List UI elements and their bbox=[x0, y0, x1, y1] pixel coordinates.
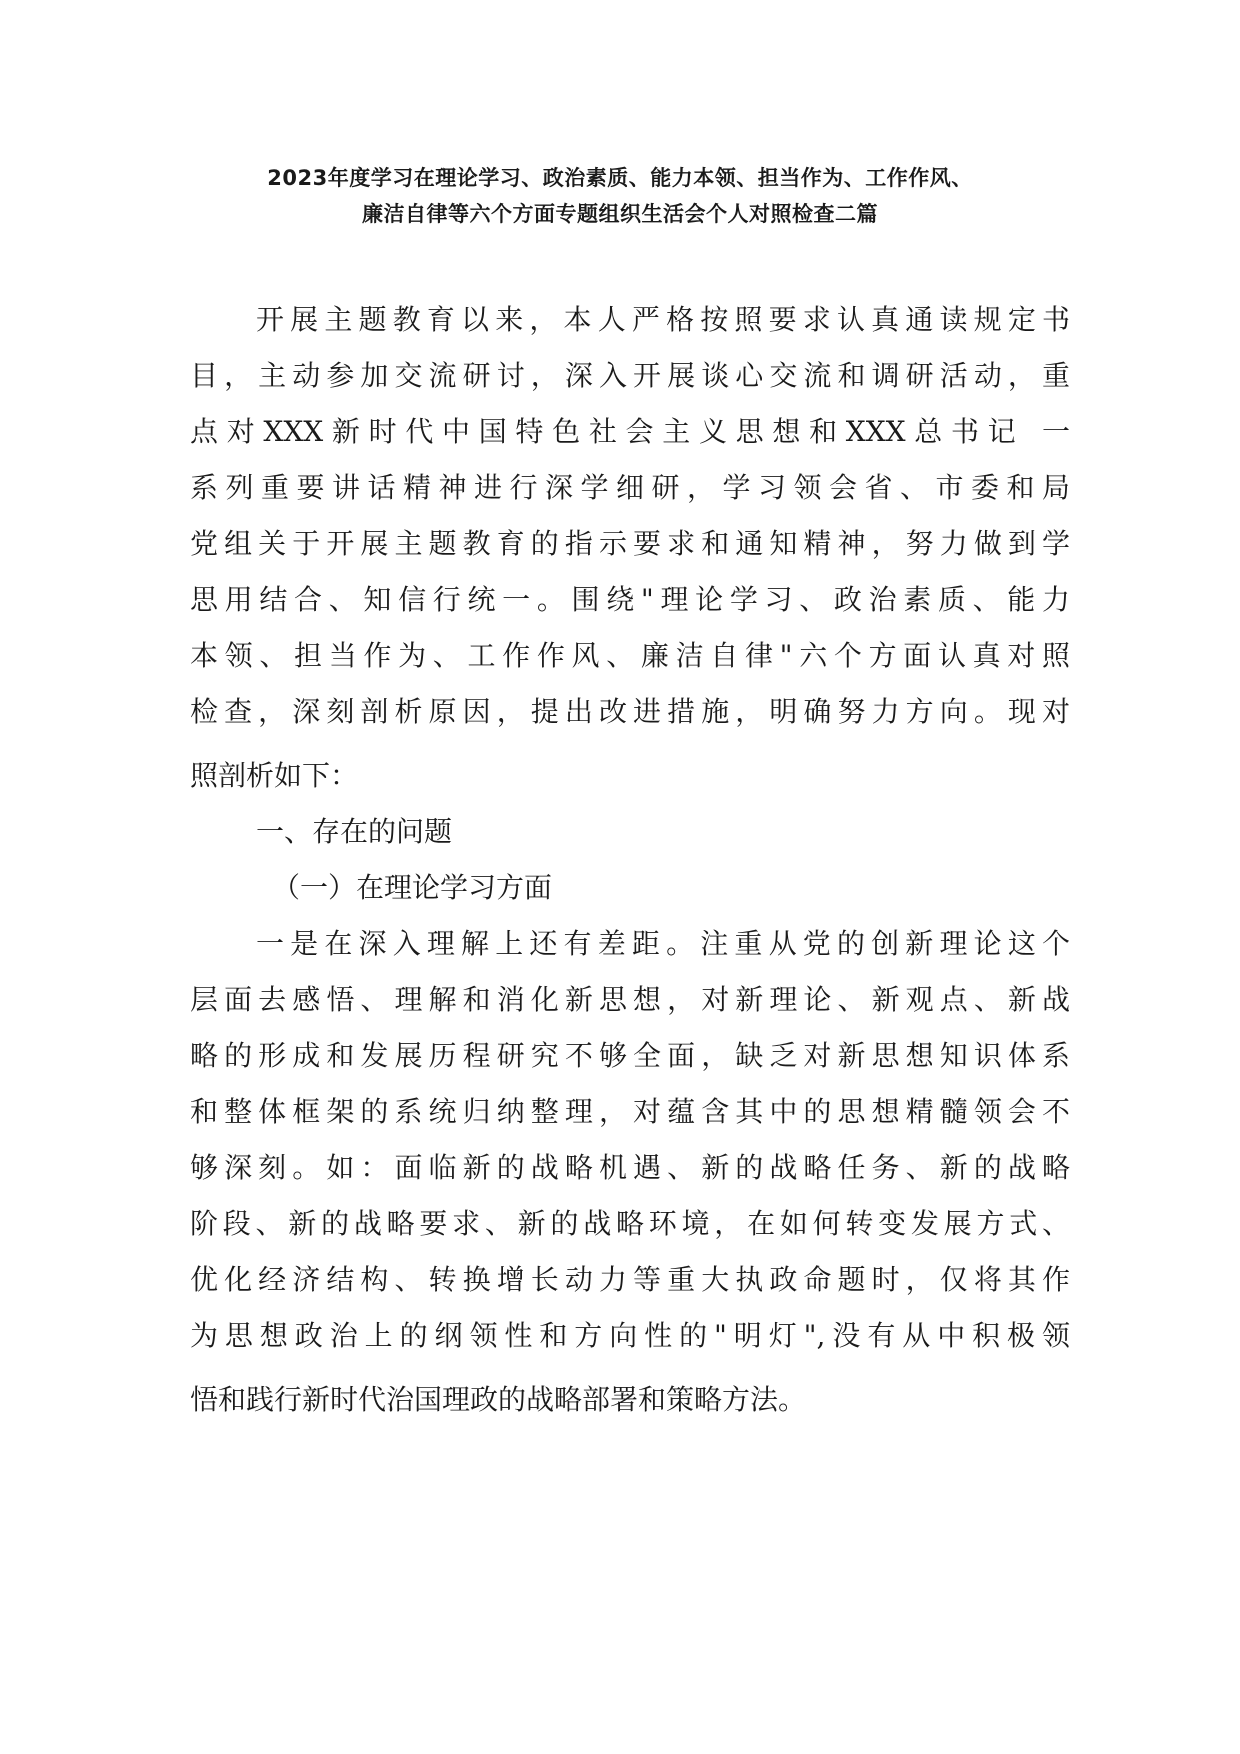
title-line-2: 廉洁自律等六个方面专题组织生活会个人对照检查二篇 bbox=[362, 202, 878, 226]
paragraph-line-last: 悟和践行新时代治国理政的战略部署和策略方法。 bbox=[190, 1383, 807, 1416]
intro-line: 系列重要讲话精神进行深学细研，学习领会省、市委和局 bbox=[190, 471, 1070, 504]
paragraph-line: 略的形成和发展历程研究不够全面，缺乏对新思想知识体系 bbox=[190, 1039, 1070, 1072]
intro-line: 党组关于开展主题教育的指示要求和通知精神，努力做到学 bbox=[190, 527, 1070, 560]
document-body bbox=[190, 292, 1070, 1428]
paragraph-line: 为思想政治上的纲领性和方向性的"明灯",没有从中积极领 bbox=[190, 1319, 1070, 1352]
document-title bbox=[150, 160, 1090, 232]
paragraph-line: 和整体框架的系统归纳整理，对蕴含其中的思想精髓领会不 bbox=[190, 1095, 1070, 1128]
intro-line: 思用结合、知信行统一。围绕"理论学习、政治素质、能力 bbox=[190, 583, 1070, 616]
intro-line: 点对XXX新时代中国特色社会主义思想和XXX总书记 一 bbox=[190, 415, 1070, 448]
section-heading: 一、存在的问题 bbox=[256, 815, 453, 848]
intro-line: 本领、担当作为、工作作风、廉洁自律"六个方面认真对照 bbox=[190, 639, 1070, 672]
subsection-heading: （一）在理论学习方面 bbox=[272, 871, 553, 904]
intro-line: 检查，深刻剖析原因，提出改进措施，明确努力方向。现对 bbox=[190, 695, 1070, 728]
paragraph-line: 一是在深入理解上还有差距。注重从党的创新理论这个 bbox=[256, 927, 1070, 960]
paragraph-line: 够深刻。如：面临新的战略机遇、新的战略任务、新的战略 bbox=[190, 1151, 1070, 1184]
paragraph-line: 优化经济结构、转换增长动力等重大执政命题时，仅将其作 bbox=[190, 1263, 1070, 1296]
paragraph-line: 层面去感悟、理解和消化新思想，对新理论、新观点、新战 bbox=[190, 983, 1070, 1016]
title-line-1: 2023年度学习在理论学习、政治素质、能力本领、担当作为、工作作风、 bbox=[267, 166, 973, 190]
intro-line: 目，主动参加交流研讨，深入开展谈心交流和调研活动，重 bbox=[190, 359, 1070, 392]
intro-line-last: 照剖析如下： bbox=[190, 759, 359, 792]
paragraph-line: 阶段、新的战略要求、新的战略环境，在如何转变发展方式、 bbox=[190, 1207, 1070, 1240]
intro-line: 开展主题教育以来，本人严格按照要求认真通读规定书 bbox=[256, 303, 1070, 336]
